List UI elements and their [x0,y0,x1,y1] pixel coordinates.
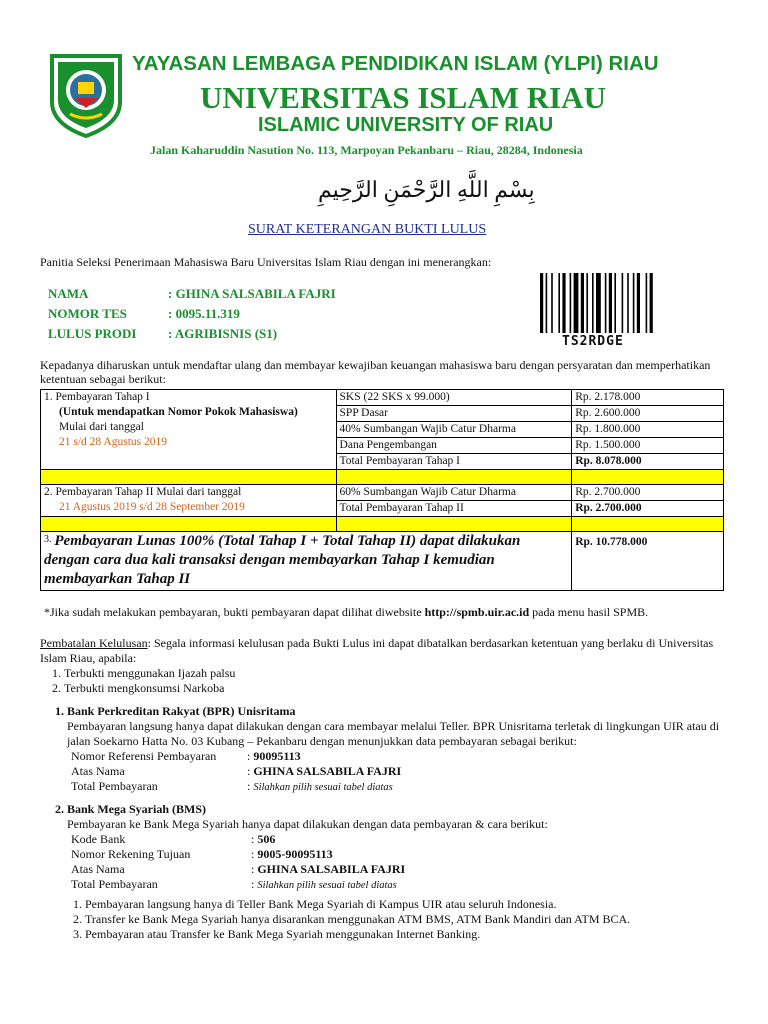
barcode-bar [609,273,612,333]
name-value: : GHINA SALSABILA FAJRI [168,286,336,301]
stage1-total-amount: Rp. 8.078.000 [572,454,724,470]
barcode-bar [586,273,588,333]
stage1-description: 1. Pembayaran Tahap I (Untuk mendapatkan Nomor Pokok Mahasiswa) Mulai dari tanggal 21 s/d 28 Agustus 2019 [41,390,337,470]
stage3-description: 3. Pembayaran Lunas 100% (Total Tahap I + Total Tahap II) dapat dilakukan dengan cara dua kali transaksi dengan membayarkan Tahap I kemudian membayarkan Tahap II [41,532,572,591]
bank-bpr-title: 1. Bank Perkreditan Rakyat (BPR) Unisritama [55,704,296,718]
barcode-bar [540,273,543,333]
stage1-item-name: 40% Sumbangan Wajib Catur Dharma [336,422,572,438]
list-item: 2. Transfer ke Bank Mega Syariah hanya disarankan menggunakan ATM BMS, ATM Bank Mandiri dan ATM BCA. [85,912,735,927]
stage1-item-name: SPP Dasar [336,406,572,422]
barcode-bar [614,273,616,333]
payment-table [40,389,724,591]
test-number-value: : 0095.11.319 [168,306,240,321]
barcode-bar [627,273,629,333]
program-label: LULUS PRODI [48,326,137,341]
barcode-bar [596,273,601,333]
barcode-bar [637,273,640,333]
bank-bpr-section: 1. Bank Perkreditan Rakyat (BPR) Unisritama Pembayaran langsung hanya dapat dilakukan dengan cara membayar melalui Teller. BPR Unisritama terletak di lingkungan UIR atau di jalan Soekarno Hatta No. 03 Kubang – Pekanbaru dengan menunjukkan data pembayaran sebagai berikut: Nomor Referensi Pembayaran : 90095113 Atas Nama : GHINA SALSABILA FAJRI Total Pembayaran : Silahkan pilih sesuai tabel diatas [55,704,735,795]
account-number: 9005-90095113 [257,847,333,861]
stage2-total-amount: Rp. 2.700.000 [572,501,724,517]
bank-bms-section: 2. Bank Mega Syariah (BMS) Pembayaran ke Bank Mega Syariah hanya dapat dilakukan dengan data pembayaran & cara berikut: Kode Bank : 506 Nomor Rekening Tujuan : 9005-90095113 Atas Nama : GHINA SALSABILA FAJRI Total Pembayaran : Silahkan pilih sesuai tabel diatas 1. Pembayaran langsung hanya di Teller Bank Mega Syariah di Kampus UIR atau seluruh Indonesia. 2. Transfer ke Bank Mega Syariah hanya disarankan menggunakan ATM BMS, ATM Bank Mandiri dan ATM BCA. 3. Pembayaran atau Transfer ke Bank Mega Syariah menggunakan Internet Banking. [55,802,735,942]
university-name-en: ISLAMIC UNIVERSITY OF RIAU [258,114,554,136]
barcode-bar [570,273,572,333]
stage3-total-amount: Rp. 10.778.000 [572,532,724,591]
stage2-item-amount: Rp. 2.700.000 [572,485,724,501]
barcode-bar [551,273,553,333]
barcode-bar [622,273,624,333]
payment-note: *Jika sudah melakukan pembayaran, bukti pembayaran dapat dilihat diwebsite http://spmb.uir.ac.id pada menu hasil SPMB. [44,605,649,619]
intro-text: Panitia Seleksi Penerimaan Mahasiswa Baru Universitas Islam Riau dengan ini menerangkan: [40,255,492,269]
stage2-description: 2. Pembayaran Tahap II Mulai dari tanggal 21 Agustus 2019 s/d 28 September 2019 [41,485,337,517]
document-title: SURAT KETERANGAN BUKTI LULUS [248,222,487,237]
stage1-item-name: Dana Pengembangan [336,438,572,454]
stage2-item-name: 60% Sumbangan Wajib Catur Dharma [336,485,572,501]
stage2-total-label: Total Pembayaran Tahap II [336,501,572,517]
bank-bms-title: 2. Bank Mega Syariah (BMS) [55,802,207,816]
name-label: NAMA [48,286,89,301]
foundation-name: YAYASAN LEMBAGA PENDIDIKAN ISLAM (YLPI) RIAU [132,52,659,75]
spmb-link[interactable]: http://spmb.uir.ac.id [424,605,530,619]
stage1-item-amount: Rp. 2.600.000 [572,406,724,422]
stage1-item-amount: Rp. 2.178.000 [572,390,724,406]
list-item: 2. Terbukti mengkonsumsi Narkoba [64,681,730,696]
program-value: : AGRIBISNIS (S1) [168,326,278,341]
list-item: 1. Terbukti menggunakan Ijazah palsu [64,666,730,681]
stage1-item-amount: Rp. 1.500.000 [572,438,724,454]
account-holder: GHINA SALSABILA FAJRI [253,764,402,778]
cancellation-label: Pembatalan Kelulusan [40,636,148,650]
stage1-total-label: Total Pembayaran Tahap I [336,454,572,470]
list-item: 3. Pembayaran atau Transfer ke Bank Mega Syariah menggunakan Internet Banking. [85,927,735,942]
barcode-bar [558,273,560,333]
test-number-label: NOMOR TES [48,306,127,321]
bank-code: 506 [257,832,276,846]
barcode-bar [605,273,607,333]
obligation-text-2: ketentuan sebagai berikut: [40,372,166,386]
barcode-bar [646,273,648,333]
university-address: Jalan Kaharuddin Nasution No. 113, Marpoyan Pekanbaru – Riau, 28284, Indonesia [150,143,583,157]
barcode-text: TS2RDGE [562,334,624,349]
basmalah: بِسْمِ اللَّهِ الرَّحْمَنِ الرَّحِيمِ [318,177,535,202]
barcode [540,273,668,337]
barcode-bar [650,273,653,333]
university-logo [48,52,124,138]
stage1-item-name: SKS (22 SKS x 99.000) [336,390,572,406]
reference-number: 90095113 [253,749,301,763]
barcode-bar [546,273,548,333]
barcode-bar [581,273,584,333]
barcode-bar [562,273,565,333]
barcode-bar [574,273,579,333]
stage1-item-amount: Rp. 1.800.000 [572,422,724,438]
account-holder: GHINA SALSABILA FAJRI [257,862,406,876]
barcode-bar [633,273,635,333]
cancellation-section: Pembatalan Kelulusan: Segala informasi kelulusan pada Bukti Lulus ini dapat dibatalkan berdasarkan ketentuan yang berlaku di Universitas Islam Riau, apabila: 1. Terbukti menggunakan Ijazah palsu 2. Terbukti mengkonsumsi Narkoba [40,636,730,696]
list-item: 1. Pembayaran langsung hanya di Teller Bank Mega Syariah di Kampus UIR atau seluruh Indonesia. [85,897,735,912]
obligation-text: Kepadanya diharuskan untuk mendaftar ulang dan membayar kewajiban keuangan mahasiswa baru dengan persyaratan dan memperhatikan [40,358,711,372]
university-name: UNIVERSITAS ISLAM RIAU [200,80,606,115]
barcode-bar [592,273,594,333]
